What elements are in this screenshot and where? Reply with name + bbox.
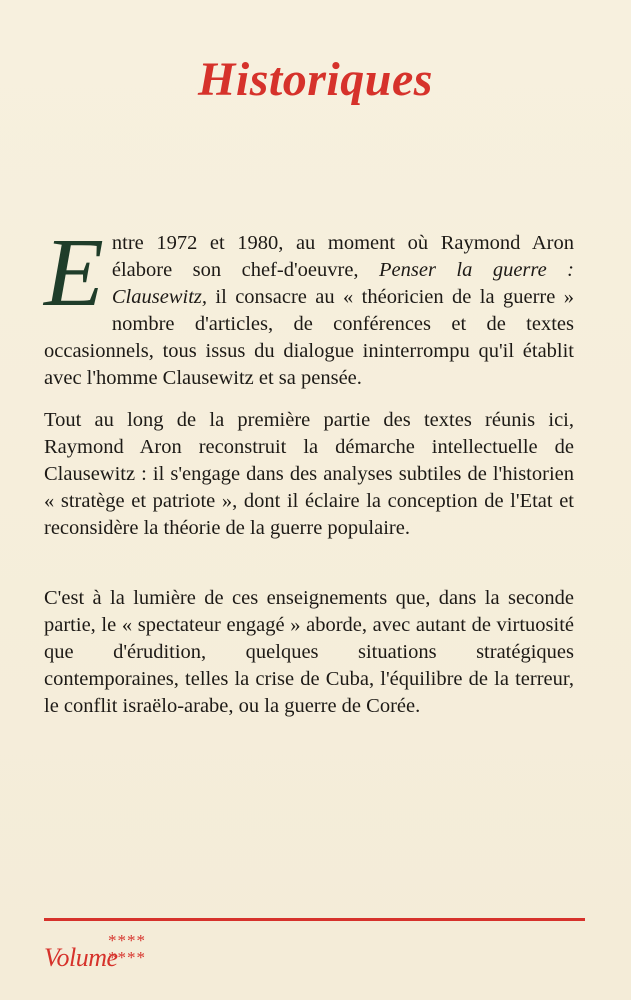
paragraph-1 xyxy=(44,219,574,392)
footer-rule xyxy=(44,918,585,921)
paragraph-1-text-b: il consacre au « théoricien de la guerre » nombre d'articles, de conférences et de textes occasionnels, tous issus du dialogue ininterrompu qu'il établit avec l'homme Clausewitz et sa pensée. xyxy=(44,286,574,389)
paragraph-3: C'est à la lumière de ces enseignements que, dans la seconde partie, le « spectateur engagé » aborde, avec autant de virtuosité que d'érudition, quelques situations stratégiques contemporaines, telles la crise de Cuba, l'équilibre de la terreur, le conflit israëlo-arabe, ou la guerre de Corée. xyxy=(44,587,574,717)
volume-label: Volume xyxy=(44,943,118,972)
volume-stars xyxy=(108,932,146,966)
series-title: Historiques xyxy=(198,53,433,106)
stars-bottom: **** xyxy=(108,948,146,967)
book-title-italic: Penser la guerre : Clausewitz, xyxy=(111,259,574,308)
paragraph-2: Tout au long de la première partie des textes réunis ici, Raymond Aron reconstruit la démarche intellectuelle de Clausewitz : il s'engage dans des analyses subtiles de l'historien « stratège et patriote », dont il éclaire la conception de l'Etat et reconsidère la théorie de la guerre populaire. xyxy=(44,409,574,539)
stars-top: **** xyxy=(108,931,146,950)
drop-cap: E xyxy=(44,219,104,327)
paragraph-1-text-a: ntre 1972 et 1980, au moment où Raymond Aron élabore son chef-d'oeuvre, xyxy=(111,232,574,281)
